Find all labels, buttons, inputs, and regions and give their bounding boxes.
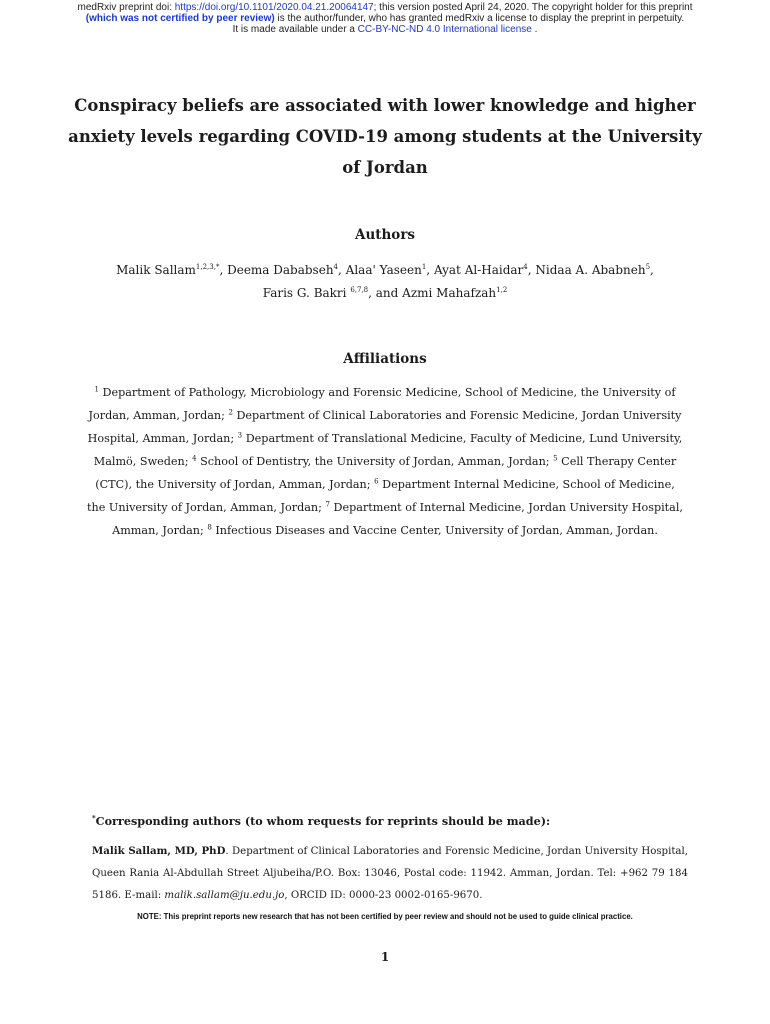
banner-end: . — [531, 24, 538, 35]
author-name: Faris G. Bakri — [262, 286, 351, 300]
corresponding-name: Malik Sallam, MD, PhD — [92, 845, 226, 857]
author-affiliation-marker: 4 — [523, 263, 528, 271]
doi-link[interactable]: https://doi.org/10.1101/2020.04.21.20064147 — [174, 2, 374, 13]
author-name: Deema Dababseh — [227, 263, 334, 277]
author-name: Nidaa A. Ababneh — [535, 263, 646, 277]
author-affiliation-marker: 1,2 — [496, 286, 508, 294]
license-link[interactable]: CC-BY-NC-ND 4.0 International license — [357, 24, 532, 35]
corresponding-heading-text: Corresponding authors (to whom requests for reprints should be made): — [95, 814, 551, 828]
corresponding-star: * — [92, 813, 96, 823]
affiliation-text: Department of Clinical Laboratories and Forensic Medicine, Jordan University Hospital, Amman, Jordan; — [87, 409, 682, 445]
banner-doi-prefix: medRxiv preprint doi: — [77, 2, 175, 13]
peer-review-notice: (which was not certified by peer review) — [85, 13, 275, 24]
banner-line-2 — [0, 13, 770, 24]
banner-license-text: is the author/funder, who has granted medRxiv a license to display the preprint in perpetuity. — [274, 13, 685, 24]
author — [402, 286, 507, 300]
affiliation-number: 1 — [94, 385, 99, 394]
author-separator: , and — [368, 286, 403, 300]
author — [227, 263, 346, 277]
affiliation-number: 4 — [192, 454, 197, 463]
author-name: Malik Sallam — [116, 263, 196, 277]
corresponding-address: . Department of Clinical Laboratories and Forensic Medicine, Jordan University Hospital, Queen Rania Al-Abdullah Street Aljubeiha/P.O. Box: 13046, Postal code: 11942. Amman, Jordan. Tel: +962 79 184 5186. E-mail: — [92, 846, 689, 901]
paper-title: Conspiracy beliefs are associated with lower knowledge and higher anxiety levels regarding COVID-19 among students at the University of Jordan — [68, 96, 702, 177]
author-separator: , — [650, 263, 654, 277]
affiliation-list — [86, 381, 684, 542]
preprint-note: NOTE: This preprint reports new research that has not been certified by peer review and should not be used to guide clinical practice. — [137, 912, 633, 921]
author-name: Alaa' Yaseen — [345, 263, 422, 277]
affiliation-text: School of Dentistry, the University of Jordan, Amman, Jordan; — [196, 455, 554, 468]
author-affiliation-marker: 4 — [333, 263, 339, 271]
author — [535, 263, 653, 277]
author — [346, 263, 434, 277]
author-separator: , — [219, 263, 228, 277]
banner-line-3 — [0, 24, 770, 35]
affiliation-text: Department Internal Medicine, School of Medicine, the University of Jordan, Amman, Jordan; — [87, 478, 675, 514]
corresponding-email[interactable]: malik.sallam@ju.edu.jo — [164, 890, 285, 901]
affiliation-text: Department of Internal Medicine, Jordan University Hospital, Amman, Jordan; — [112, 501, 683, 537]
affiliation-number: 7 — [325, 500, 330, 509]
author-name: Azmi Mahafzah — [402, 286, 497, 300]
affiliation — [192, 455, 553, 468]
affiliation-number: 6 — [374, 477, 379, 486]
affiliation-text: Department of Translational Medicine, Faculty of Medicine, Lund University, Malmö, Sweden; — [93, 432, 683, 468]
author — [263, 286, 402, 300]
banner-posted-text: ; this version posted April 24, 2020. The copyright holder for this preprint — [373, 2, 693, 13]
affiliations-heading: Affiliations — [343, 351, 427, 367]
author-list — [60, 259, 710, 305]
banner-available-text: It is made available under a — [232, 24, 358, 35]
author-separator: , — [527, 263, 536, 277]
author-affiliation-marker: 6,7,8 — [350, 286, 369, 294]
author-separator: , — [426, 263, 434, 277]
affiliation-number: 5 — [553, 454, 558, 463]
corresponding-details — [92, 840, 688, 907]
corresponding-orcid: , ORCID ID: 0000-23 0002-0165-9670. — [284, 890, 483, 901]
page-number: 1 — [380, 950, 390, 964]
author-name: Ayat Al-Haidar — [433, 263, 524, 277]
author — [116, 263, 227, 277]
affiliation-number: 2 — [228, 408, 233, 417]
author-affiliation-marker: 1,2,3,* — [195, 263, 220, 271]
affiliation-text: Cell Therapy Center (CTC), the University of Jordan, Amman, Jordan; — [95, 455, 677, 491]
affiliation-number: 8 — [207, 523, 212, 532]
author-separator: , — [338, 263, 346, 277]
affiliation-number: 3 — [237, 431, 243, 440]
author-affiliation-marker: 1 — [421, 263, 427, 271]
author — [434, 263, 535, 277]
affiliation-text: Infectious Diseases and Vaccine Center, University of Jordan, Amman, Jordan. — [211, 524, 658, 537]
banner-line-1 — [0, 2, 770, 13]
author-affiliation-marker: 5 — [645, 263, 651, 271]
preprint-banner — [0, 2, 770, 35]
affiliation-text: Department of Pathology, Microbiology and Forensic Medicine, School of Medicine, the University of Jordan, Amman, Jordan; — [88, 386, 676, 422]
authors-heading: Authors — [354, 227, 416, 243]
affiliation — [207, 524, 658, 537]
corresponding-heading — [92, 814, 550, 828]
